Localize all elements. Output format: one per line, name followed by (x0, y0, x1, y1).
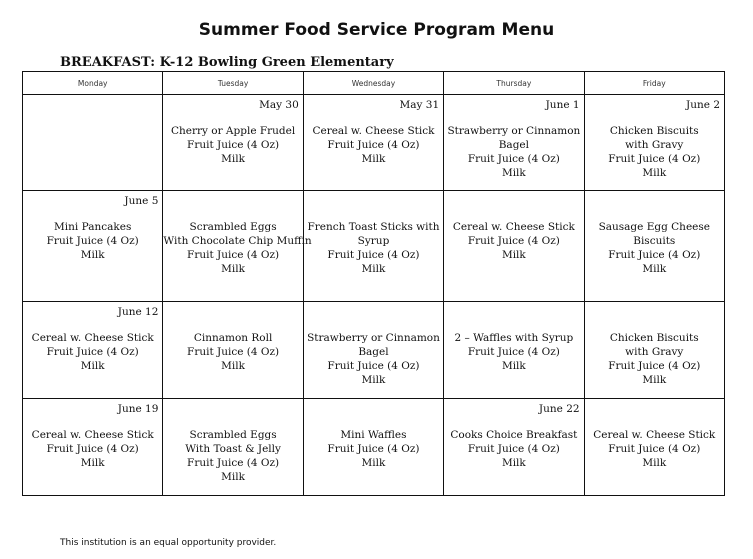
menu-item-line: Fruit Juice (4 Oz) (187, 139, 280, 151)
menu-item-line: Milk (642, 167, 667, 179)
menu-item-line: Bagel (358, 346, 389, 358)
cell-date (304, 302, 443, 319)
menu-item-line: Milk (501, 167, 526, 179)
menu-item-line: 2 – Waffles with Syrup (454, 332, 574, 344)
menu-items (304, 416, 443, 470)
menu-item-line: Fruit Juice (4 Oz) (608, 443, 701, 455)
menu-item-line: Fruit Juice (4 Oz) (467, 443, 560, 455)
menu-items (585, 208, 724, 276)
menu-item-line: Milk (221, 360, 245, 372)
week-row (23, 302, 725, 399)
menu-item-line: Cinnamon Roll (193, 332, 273, 344)
menu-item-line: Fruit Juice (4 Oz) (187, 346, 280, 358)
menu-item-line: Fruit Juice (4 Oz) (467, 153, 560, 165)
menu-cell (23, 399, 163, 496)
week-row (23, 191, 725, 302)
menu-item-line: Fruit Juice (4 Oz) (608, 249, 701, 261)
cell-date (585, 302, 724, 319)
menu-items (163, 319, 302, 373)
menu-cell (444, 302, 584, 399)
menu-item-line: Bagel (498, 139, 529, 151)
menu-item-line: Cherry or Apple Frudel (170, 125, 296, 137)
menu-item-line: Chicken Biscuits (609, 125, 699, 137)
menu-cell (163, 191, 312, 302)
weekday-header-thursday: Thursday (444, 72, 584, 95)
menu-item-line: Cereal w. Cheese Stick (312, 125, 435, 137)
menu-cell (163, 302, 303, 399)
menu-items (585, 112, 724, 180)
menu-cell (303, 95, 443, 191)
menu-items (23, 208, 162, 262)
menu-cell (444, 399, 584, 496)
menu-item-line: Milk (642, 263, 667, 275)
menu-item-line: Fruit Juice (4 Oz) (327, 249, 420, 261)
menu-item-line: with Gravy (625, 139, 684, 151)
menu-item-line: Fruit Juice (4 Oz) (46, 346, 139, 358)
menu-cell (23, 95, 163, 191)
menu-item-line: Cereal w. Cheese Stick (31, 332, 154, 344)
menu-item-line: Fruit Juice (4 Oz) (187, 249, 280, 261)
menu-cell (163, 95, 303, 191)
cell-date: June 1 (545, 99, 580, 111)
menu-items (163, 112, 302, 166)
menu-item-line: With Toast & Jelly (185, 443, 281, 455)
menu-item-line: Cooks Choice Breakfast (450, 429, 578, 441)
menu-items (585, 319, 724, 387)
menu-table (22, 71, 725, 496)
cell-date: June 5 (124, 195, 159, 207)
menu-items (163, 208, 312, 276)
menu-items (444, 319, 583, 373)
footer-note: This institution is an equal opportunity provider. (60, 538, 277, 548)
menu-cell (163, 399, 303, 496)
menu-item-line: Milk (642, 457, 667, 469)
cell-date (163, 399, 302, 416)
menu-cell (303, 302, 443, 399)
menu-body (23, 95, 725, 496)
cell-date: June 2 (686, 99, 720, 111)
menu-item-line: Milk (221, 471, 245, 483)
menu-cell (303, 399, 443, 496)
menu-item-line: Milk (80, 457, 105, 469)
cell-date (444, 191, 583, 208)
menu-cell (584, 399, 724, 496)
menu-item-line: Milk (221, 153, 245, 165)
weekday-header-tuesday: Tuesday (163, 72, 303, 95)
menu-cell (444, 191, 584, 302)
menu-item-line: Cereal w. Cheese Stick (593, 429, 716, 441)
menu-item-line: French Toast Sticks with (307, 221, 440, 233)
cell-date (585, 399, 724, 416)
menu-item-line: with Gravy (625, 346, 684, 358)
weekday-header-row (23, 72, 725, 95)
menu-items (23, 319, 162, 373)
menu-item-line: Fruit Juice (4 Oz) (46, 235, 139, 247)
menu-item-line: Milk (221, 263, 245, 275)
menu-item-line: Cereal w. Cheese Stick (31, 429, 154, 441)
menu-items (444, 208, 583, 262)
menu-item-line: Fruit Juice (4 Oz) (187, 457, 280, 469)
menu-items (304, 208, 443, 276)
menu-item-line: Fruit Juice (4 Oz) (608, 153, 701, 165)
menu-cell (584, 95, 724, 191)
menu-item-line: Biscuits (633, 235, 676, 247)
menu-items (304, 319, 443, 387)
menu-item-line: Milk (361, 457, 386, 469)
menu-item-line: Cereal w. Cheese Stick (452, 221, 575, 233)
weekday-header-friday: Friday (584, 72, 724, 95)
menu-item-line: Fruit Juice (4 Oz) (46, 443, 139, 455)
cell-date: May 31 (399, 99, 440, 111)
menu-item-line: Scrambled Eggs (189, 429, 277, 441)
cell-date: June 22 (538, 403, 580, 415)
menu-item-line: Strawberry or Cinnamon (307, 332, 440, 344)
menu-items (163, 416, 302, 484)
menu-item-line: Fruit Juice (4 Oz) (327, 139, 420, 151)
menu-item-line: Milk (501, 457, 526, 469)
menu-items (585, 416, 724, 470)
menu-items (304, 112, 443, 166)
menu-item-line: Fruit Juice (4 Oz) (467, 346, 560, 358)
cell-date (444, 302, 583, 319)
menu-items (23, 112, 162, 124)
menu-item-line: Milk (361, 374, 386, 386)
menu-item-line: Milk (361, 153, 386, 165)
menu-item-line: Strawberry or Cinnamon (447, 125, 581, 137)
menu-item-line: Milk (642, 374, 667, 386)
cell-date (585, 191, 724, 208)
cell-date: June 12 (117, 306, 159, 318)
weekday-header-monday: Monday (23, 72, 163, 95)
menu-item-line: Fruit Juice (4 Oz) (467, 235, 560, 247)
menu-items (23, 416, 162, 470)
cell-date (163, 191, 302, 208)
cell-date: May 30 (259, 99, 299, 111)
menu-cell (303, 191, 443, 302)
menu-item-line: Mini Pancakes (54, 221, 132, 233)
menu-item-line: Chicken Biscuits (609, 332, 699, 344)
week-row (23, 399, 725, 496)
menu-item-line: Milk (361, 263, 386, 275)
menu-item-line: Fruit Juice (4 Oz) (608, 360, 701, 372)
menu-item-line: Milk (501, 249, 526, 261)
cell-date (304, 399, 443, 416)
menu-item-line: Milk (80, 360, 105, 372)
cell-date: June 19 (117, 403, 159, 415)
menu-item-line: Syrup (357, 235, 390, 247)
menu-item-line: With Chocolate Chip Muffin (163, 235, 312, 247)
page-title: Summer Food Service Program Menu (198, 20, 555, 40)
menu-cell (444, 95, 584, 191)
menu-item-line: Mini Waffles (340, 429, 407, 441)
menu-item-line: Scrambled Eggs (189, 221, 277, 233)
menu-cell (584, 191, 724, 302)
menu-cell (584, 302, 724, 399)
cell-date (163, 302, 302, 319)
week-row (23, 95, 725, 191)
menu-item-line: Milk (80, 249, 105, 261)
cell-date (304, 191, 443, 208)
menu-cell (23, 191, 163, 302)
menu-items (444, 112, 583, 180)
menu-item-line: Sausage Egg Cheese (598, 221, 710, 233)
menu-cell (23, 302, 163, 399)
menu-subtitle: BREAKFAST: K-12 Bowling Green Elementary (60, 55, 394, 70)
weekday-header-wednesday: Wednesday (303, 72, 443, 95)
menu-item-line: Milk (501, 360, 526, 372)
menu-item-line: Fruit Juice (4 Oz) (327, 443, 420, 455)
menu-item-line: Fruit Juice (4 Oz) (327, 360, 420, 372)
cell-date (23, 95, 162, 112)
menu-items (444, 416, 583, 470)
